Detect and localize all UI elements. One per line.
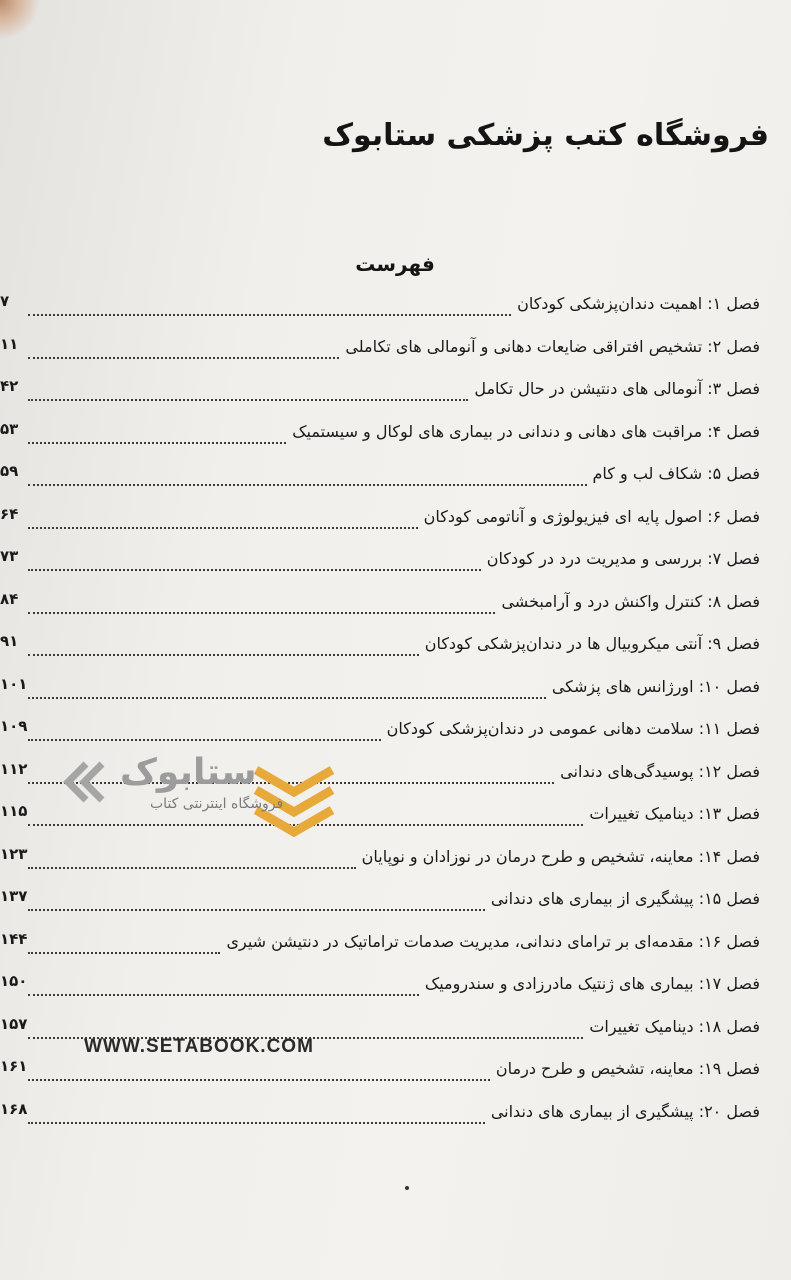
toc-entry-page: ۱۱ xyxy=(0,334,19,353)
watermark-brand: ستابوک xyxy=(120,752,257,793)
toc-entry xyxy=(0,715,760,747)
toc-entry xyxy=(0,375,760,407)
toc-entry-title: فصل ۱۸: دینامیک تغییرات xyxy=(589,1016,760,1036)
toc-entry xyxy=(0,928,760,960)
toc-dot-leader xyxy=(28,399,468,401)
toc-entry xyxy=(0,630,760,662)
toc-entry-title: فصل ۱۱: سلامت دهانی عمومی در دندان‌پزشکی کودکان xyxy=(386,719,760,738)
toc-entry-title: فصل ۱۰: اورژانس های پزشکی xyxy=(551,676,760,696)
toc-entry-title: فصل ۶: اصول پایه ای فیزیولوژی و آناتومی کودکان xyxy=(423,506,760,526)
store-title: فروشگاه کتب پزشکی ستابوک xyxy=(322,118,769,153)
toc-dot-leader xyxy=(28,484,587,486)
toc-entry-page: ۷ xyxy=(0,292,10,310)
toc-dot-leader xyxy=(28,612,495,614)
toc-entry-title: فصل ۱۲: پوسیدگی‌های دندانی xyxy=(560,761,760,781)
toc-dot-leader xyxy=(28,314,511,316)
toc-entry-title: فصل ۴: مراقبت های دهانی و دندانی در بیماری های لوکال و سیستمیک xyxy=(292,421,760,441)
toc-entry-page: ۱۵۷ xyxy=(0,1014,28,1033)
toc-entry-page: ۴۲ xyxy=(0,377,19,395)
watermark-store: فروشگاه اینترنتی کتاب xyxy=(150,796,284,812)
toc-entry-page: ۵۹ xyxy=(0,462,19,480)
toc-dot-leader xyxy=(28,909,485,911)
toc-entry xyxy=(0,1098,760,1130)
toc-entry-page: ۱۵۰ xyxy=(0,972,28,990)
page-corner-shadow xyxy=(0,0,40,60)
toc-entry xyxy=(0,1055,760,1087)
toc-dot-leader xyxy=(28,867,356,869)
toc-entry xyxy=(0,290,760,322)
toc-entry xyxy=(0,333,760,365)
toc-entry-page: ۱۲۳ xyxy=(0,844,28,863)
toc-entry-page: ۷۳ xyxy=(0,547,19,565)
toc-entry-title: فصل ۷: بررسی و مدیریت درد در کودکان xyxy=(486,549,760,568)
toc-dot-leader xyxy=(28,527,418,529)
toc-entry-page: ۱۴۴ xyxy=(0,929,28,948)
toc-entry xyxy=(0,545,760,577)
toc-dot-leader xyxy=(28,569,481,571)
toc-entry-title: فصل ۱۴: معاینه، تشخیص و طرح درمان در نوزادان و نوپایان xyxy=(361,846,760,866)
toc-entry-page: ۱۰۹ xyxy=(0,717,28,735)
toc-entry-page: ۹۱ xyxy=(0,632,19,650)
toc-entry xyxy=(0,970,760,1002)
toc-entry xyxy=(0,843,760,875)
toc-dot-leader xyxy=(28,1079,490,1081)
toc-entry-page: ۱۱۵ xyxy=(0,802,28,820)
toc-entry-title: فصل ۱۵: پیشگیری از بیماری های دندانی xyxy=(490,889,760,908)
toc-entry-page: ۱۰۱ xyxy=(0,674,28,693)
watermark-site: WWW.SETABOOK.COM xyxy=(84,1036,314,1057)
toc-entry-title: فصل ۵: شکاف لب و کام xyxy=(592,464,760,483)
toc-entry-title: فصل ۳: آنومالی های دنتیشن در حال تکامل xyxy=(474,379,760,398)
toc-entry xyxy=(0,673,760,705)
toc-entry-page: ۵۳ xyxy=(0,419,19,438)
toc-entry xyxy=(0,460,760,492)
toc-entry-title: فصل ۱۷: بیماری های ژنتیک مادرزادی و سندرومیک xyxy=(424,974,760,993)
toc-entry-title: فصل ۲: تشخیص افتراقی ضایعات دهانی و آنومالی های تکاملی xyxy=(345,336,760,356)
toc-dot-leader xyxy=(28,654,419,656)
toc-dot-leader xyxy=(28,697,546,699)
toc-dot-leader xyxy=(28,357,339,359)
toc-entry-page: ۶۴ xyxy=(0,504,19,523)
toc-dot-leader xyxy=(28,442,286,444)
toc-dot-leader xyxy=(28,1122,485,1124)
toc-entry-title: فصل ۱۶: مقدمه‌ای بر ترامای دندانی، مدیریت صدمات تراماتیک در دنتیشن شیری xyxy=(226,931,760,951)
toc-entry-page: ۱۳۷ xyxy=(0,887,28,905)
toc-entry-page: ۱۱۲ xyxy=(0,759,28,778)
toc-entry-title: فصل ۱۳: دینامیک تغییرات xyxy=(589,804,760,823)
toc-entry-page: ۱۶۸ xyxy=(0,1099,28,1118)
toc-entry xyxy=(0,885,760,917)
toc-entry-page: ۱۶۱ xyxy=(0,1057,28,1075)
toc-entry-title: فصل ۲۰: پیشگیری از بیماری های دندانی xyxy=(490,1101,760,1121)
toc-entry xyxy=(0,588,760,620)
toc-entry-title: فصل ۱: اهمیت دندان‌پزشکی کودکان xyxy=(517,294,760,313)
toc-entry-title: فصل ۹: آنتی میکروبیال ها در دندان‌پزشکی کودکان xyxy=(424,634,760,653)
toc-entry-title: فصل ۱۹: معاینه، تشخیص و طرح درمان xyxy=(495,1059,760,1078)
page-mark xyxy=(405,1186,409,1190)
toc-entry-page: ۸۴ xyxy=(0,589,19,608)
logo-chevron-icons xyxy=(68,764,102,800)
toc-dot-leader xyxy=(28,739,381,741)
toc-entry xyxy=(0,418,760,450)
toc-dot-leader xyxy=(28,952,220,954)
toc-dot-leader xyxy=(28,994,419,996)
toc-entry-title: فصل ۸: کنترل واکنش درد و آرامبخشی xyxy=(501,591,760,611)
toc-heading: فهرست xyxy=(355,252,435,276)
toc-entry xyxy=(0,503,760,535)
